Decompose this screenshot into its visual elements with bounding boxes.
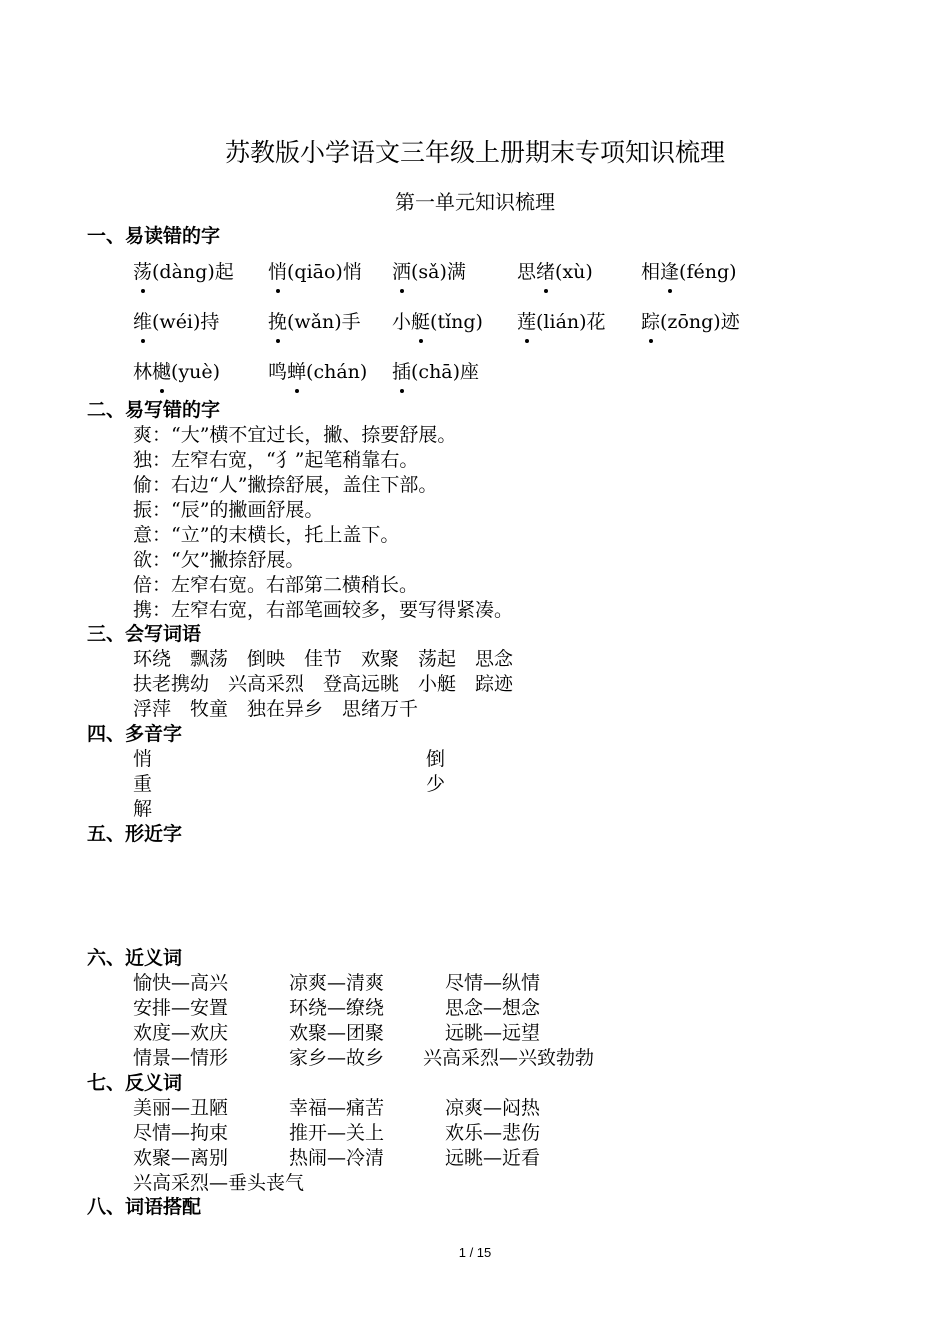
antonym-pair: 美丽—丑陋 <box>133 1097 229 1119</box>
miswritten-line: 倍：左窄右宽。右部第二横稍长。 <box>133 574 419 596</box>
misread-item <box>392 260 466 285</box>
page-number: 1 / 15 <box>458 1245 492 1260</box>
misread-character: 逢 <box>660 261 680 283</box>
polyphone-char: 解 <box>133 798 153 820</box>
synonym-pair: 欢度—欢庆 <box>133 1022 229 1044</box>
miswritten-line: 独：左窄右宽，“犭”起笔稍靠右。 <box>133 449 419 471</box>
misread-item <box>392 360 479 385</box>
synonym-pair: 环绕—缭绕 <box>289 997 385 1019</box>
miswritten-line: 偷：右边“人”撇捺舒展，盖住下部。 <box>133 474 438 496</box>
misread-item <box>641 260 737 285</box>
misread-item <box>268 260 362 285</box>
misread-item <box>392 310 483 335</box>
antonym-pair: 幸福—痛苦 <box>289 1097 385 1119</box>
misread-character: 樾 <box>152 361 172 383</box>
misread-item <box>268 360 367 385</box>
section-heading-antonyms: 七、反义词 <box>87 1072 183 1094</box>
misread-item <box>517 310 606 335</box>
synonym-pair: 思念—想念 <box>445 997 541 1019</box>
section-heading-misread: 一、易读错的字 <box>87 225 221 247</box>
misread-pinyin: (zōng)迹 <box>660 311 740 333</box>
misread-item <box>268 310 361 335</box>
misread-prefix: 林 <box>133 361 153 383</box>
synonym-pair: 凉爽—清爽 <box>289 972 385 994</box>
misread-character: 蝉 <box>287 361 307 383</box>
misread-pinyin: (sǎ)满 <box>411 261 466 283</box>
antonym-pair: 远眺—近看 <box>445 1147 541 1169</box>
antonym-pair: 尽情—拘束 <box>133 1122 229 1144</box>
misread-character: 踪 <box>641 311 661 333</box>
misread-character: 悄 <box>268 261 288 283</box>
page-title: 苏教版小学语文三年级上册期末专项知识梳理 <box>224 138 725 167</box>
miswritten-line: 欲：“欠”撇捺舒展。 <box>133 549 305 571</box>
miswritten-line: 振：“辰”的撇画舒展。 <box>133 499 324 521</box>
misread-pinyin: (xù) <box>555 261 593 283</box>
unit-subtitle: 第一单元知识梳理 <box>395 190 555 214</box>
antonym-pair: 热闹—冷清 <box>289 1147 385 1169</box>
antonym-pair: 欢乐—悲伤 <box>445 1122 541 1144</box>
miswritten-line: 爽：“大”横不宜过长，撇、捺要舒展。 <box>133 424 457 446</box>
synonym-pair: 愉快—高兴 <box>133 972 229 994</box>
misread-pinyin: (qiāo)悄 <box>287 261 362 283</box>
section-heading-synonyms: 六、近义词 <box>87 947 183 969</box>
misread-pinyin: (tǐng) <box>430 311 483 333</box>
polyphone-char: 少 <box>426 773 446 795</box>
polyphone-char: 倒 <box>426 748 446 770</box>
synonym-pair: 家乡—故乡 <box>289 1047 385 1069</box>
miswritten-line: 意：“立”的末横长，托上盖下。 <box>133 524 400 546</box>
misread-item <box>641 310 740 335</box>
misread-prefix: 思 <box>517 261 537 283</box>
miswritten-line: 携：左窄右宽，右部笔画较多，要写得紧凑。 <box>133 599 514 621</box>
misread-item <box>133 360 220 385</box>
synonym-pair: 情景—情形 <box>133 1047 229 1069</box>
misread-pinyin: (wǎn)手 <box>287 311 361 333</box>
section-heading-similar-chars: 五、形近字 <box>87 823 183 845</box>
misread-pinyin: (chán) <box>306 361 368 383</box>
antonym-pair: 凉爽—闷热 <box>445 1097 541 1119</box>
misread-character: 维 <box>133 311 153 333</box>
misread-pinyin: (chā)座 <box>411 361 480 383</box>
misread-pinyin: (lián)花 <box>536 311 606 333</box>
misread-item <box>133 310 219 335</box>
vocabulary-line: 环绕 飘荡 倒映 佳节 欢聚 荡起 思念 <box>133 648 514 670</box>
misread-pinyin: (dàng)起 <box>152 261 234 283</box>
section-heading-miswritten: 二、易写错的字 <box>87 399 221 421</box>
misread-character: 插 <box>392 361 412 383</box>
vocabulary-line: 扶老携幼 兴高采烈 登高远眺 小艇 踪迹 <box>133 673 514 695</box>
polyphone-char: 重 <box>133 773 153 795</box>
misread-character: 艇 <box>411 311 431 333</box>
synonym-pair: 兴高采烈—兴致勃勃 <box>423 1047 595 1069</box>
section-heading-vocabulary: 三、会写词语 <box>87 623 202 645</box>
misread-item <box>133 260 234 285</box>
synonym-pair: 安排—安置 <box>133 997 229 1019</box>
misread-character: 挽 <box>268 311 288 333</box>
section-heading-polyphones: 四、多音字 <box>87 723 183 745</box>
section-heading-collocations: 八、词语搭配 <box>87 1196 202 1218</box>
misread-pinyin: (féng) <box>679 261 737 283</box>
misread-character: 荡 <box>133 261 153 283</box>
antonym-pair: 欢聚—离别 <box>133 1147 229 1169</box>
misread-character: 绪 <box>536 261 556 283</box>
misread-prefix: 鸣 <box>268 361 288 383</box>
antonym-pair: 推开—关上 <box>289 1122 385 1144</box>
misread-prefix: 小 <box>392 311 412 333</box>
synonym-pair: 尽情—纵情 <box>445 972 541 994</box>
misread-item <box>517 260 593 285</box>
vocabulary-line: 浮萍 牧童 独在异乡 思绪万千 <box>133 698 419 720</box>
misread-pinyin: (yuè) <box>171 361 221 383</box>
antonym-pair: 兴高采烈—垂头丧气 <box>133 1172 305 1194</box>
misread-prefix: 相 <box>641 261 661 283</box>
synonym-pair: 远眺—远望 <box>445 1022 541 1044</box>
misread-pinyin: (wéi)持 <box>152 311 220 333</box>
synonym-pair: 欢聚—团聚 <box>289 1022 385 1044</box>
misread-character: 洒 <box>392 261 412 283</box>
polyphone-char: 悄 <box>133 748 153 770</box>
misread-character: 莲 <box>517 311 537 333</box>
